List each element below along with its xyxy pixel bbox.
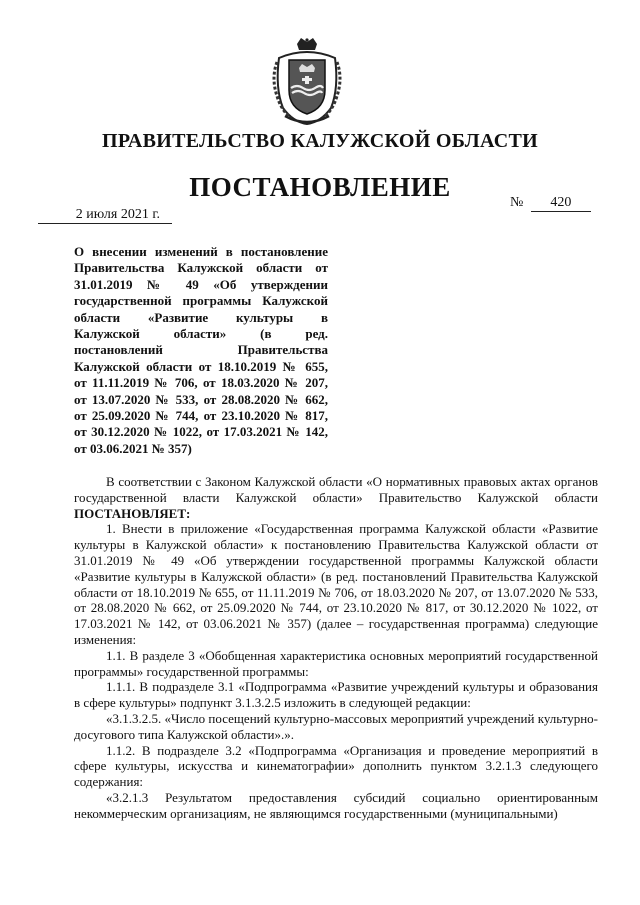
- subject-line: Правительства Калужской области от: [74, 260, 328, 276]
- subject-line: 31.01.2019 № 49 «Об утверждении: [74, 276, 328, 292]
- body-paragraph: 1.1.2. В подразделе 3.2 «Подпрограмма «Организация и проведение мероприятий в сфере культуры, искусства и кинематографии» дополнить пунктом 3.2.1.3 следующего содержания:: [74, 742, 598, 790]
- subject-line: Калужской области от 18.10.2019 № 655,: [74, 358, 328, 374]
- body-paragraph: «3.2.1.3 Результатом предоставления субсидий социально ориентированным некоммерческим организациям, не являющимся государственными (муниципальными): [74, 789, 598, 821]
- subject-line: государственной программы Калужской: [74, 293, 328, 309]
- subject-line: от 11.11.2019 № 706, от 18.03.2020 № 207,: [74, 375, 328, 391]
- subject-line: Калужской области» (в ред.: [74, 326, 328, 342]
- subject-line: О внесении изменений в постановление: [74, 244, 328, 259]
- number-value: 420: [531, 195, 591, 212]
- subject-line: от 13.07.2020 № 533, от 28.08.2020 № 662,: [74, 391, 328, 407]
- document-subject: [74, 244, 328, 457]
- document-type-title: ПОСТАНОВЛЕНИЕ: [189, 172, 451, 202]
- number-label: №: [510, 195, 524, 210]
- body-paragraph: 1.1. В разделе 3 «Обобщенная характеристика основных мероприятий государственной программы» государственной программы:: [74, 647, 598, 679]
- coat-of-arms-emblem: [271, 38, 343, 126]
- preamble-text: В соответствии с Законом Калужской области «О нормативных правовых актах органов государственной власти Калужской области» Правительство Калужской области: [74, 474, 598, 505]
- organization-title: ПРАВИТЕЛЬСТВО КАЛУЖСКОЙ ОБЛАСТИ: [102, 130, 538, 152]
- subject-line: постановлений Правительства: [74, 342, 328, 358]
- subject-line: области «Развитие культуры в: [74, 309, 328, 325]
- body-paragraph: 1. Внести в приложение «Государственная программа Калужской области «Развитие культуры в Калужской области» к постановлению Правительства Калужской области от 31.01.2019 № 49 «Об утверждении государственной программы Калужской области «Развитие культуры в Калужской области» (в ред. постановлений Правительства Калужской области от 18.10.2019 № 655, от 11.11.2019 № 706, от 18.03.2020 № 207, от 13.07.2020 № 533, от 28.08.2020 № 662, от 25.09.2020 № 744, от 23.10.2020 № 817, от 30.12.2020 № 1022, от 17.03.2021 № 142, от 03.06.2021 № 357) (далее – государственная программа) следующие изменения:: [74, 521, 598, 647]
- decree-word: ПОСТАНОВЛЯЕТ:: [74, 505, 191, 521]
- document-date: 2 июля 2021 г.: [38, 207, 172, 224]
- document-number: [510, 195, 591, 212]
- preamble-paragraph: [74, 474, 598, 521]
- subject-line: от 03.06.2021 № 357): [74, 440, 192, 456]
- document-body: [74, 474, 598, 822]
- subject-line: от 25.09.2020 № 744, от 23.10.2020 № 817,: [74, 408, 328, 424]
- body-paragraph: «3.1.3.2.5. «Число посещений культурно-массовых мероприятий учреждений культурно-досугового типа Калужской области».».: [74, 710, 598, 742]
- subject-line: от 30.12.2020 № 1022, от 17.03.2021 № 142,: [74, 424, 328, 440]
- body-paragraph: 1.1.1. В подразделе 3.1 «Подпрограмма «Развитие учреждений культуры и образования в сфере культуры» подпункт 3.1.3.2.5 изложить в следующей редакции:: [74, 679, 598, 711]
